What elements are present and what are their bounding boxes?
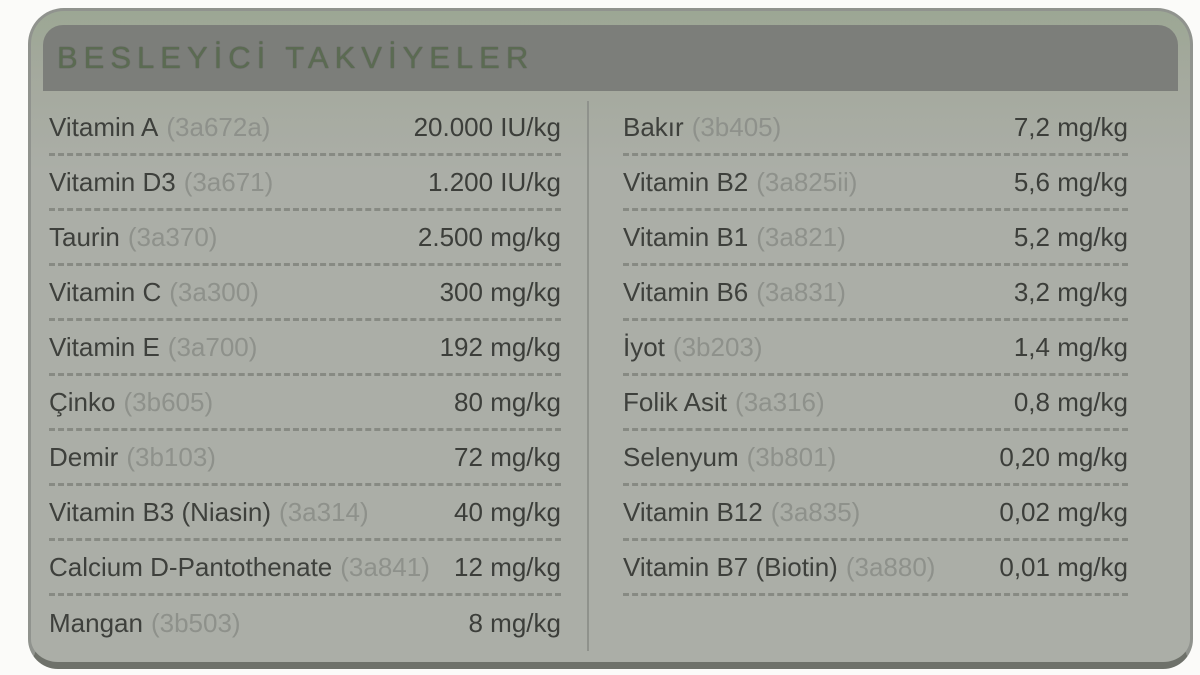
supplement-row (623, 156, 1128, 211)
supplement-name: Vitamin D3 (49, 166, 176, 197)
supplement-label (49, 167, 273, 198)
supplement-value: 5,2 mg/kg (1013, 221, 1128, 252)
supplement-name: Taurin (49, 221, 120, 252)
supplement-name: Selenyum (623, 441, 739, 472)
supplement-row (49, 321, 561, 376)
supplement-label (49, 497, 369, 528)
supplement-label (623, 112, 781, 143)
supplement-name: Vitamin C (49, 276, 162, 307)
supplement-label (49, 222, 217, 253)
supplement-value: 2.500 mg/kg (417, 221, 561, 252)
additive-code: (3a316) (735, 386, 825, 417)
supplement-row (623, 431, 1128, 486)
panel-title: BESLEYİCİ TAKVİYELER (57, 40, 535, 75)
supplement-row (49, 431, 561, 486)
supplement-label (623, 387, 825, 418)
supplement-name: Vitamin B7 (Biotin) (623, 551, 838, 582)
additive-code: (3b103) (126, 441, 216, 472)
supplement-value: 20.000 IU/kg (413, 111, 561, 142)
supplement-name: Vitamin B2 (623, 166, 749, 197)
supplement-label (623, 222, 846, 253)
supplement-name: Vitamin E (49, 331, 160, 362)
additive-code: (3a370) (127, 221, 218, 252)
supplement-row (49, 541, 561, 596)
supplement-label (623, 277, 846, 308)
supplement-name: İyot (623, 331, 665, 362)
supplement-value: 5,6 mg/kg (1013, 166, 1128, 197)
supplement-name: Vitamin A (49, 111, 159, 142)
supplement-label (49, 332, 257, 363)
supplement-value: 0,01 mg/kg (999, 551, 1128, 582)
supplement-value: 0,20 mg/kg (999, 441, 1128, 472)
supplement-value: 40 mg/kg (454, 496, 561, 527)
supplement-row (49, 486, 561, 541)
supplement-label (623, 552, 935, 583)
supplement-label (49, 387, 213, 418)
supplement-name: Vitamin B12 (623, 496, 763, 527)
additive-code: (3a300) (169, 276, 259, 307)
supplement-label (623, 442, 836, 473)
additive-code: (3a700) (167, 331, 258, 362)
supplement-value: 192 mg/kg (439, 331, 561, 362)
supplement-row (623, 541, 1128, 596)
supplement-name: Calcium D-Pantothenate (49, 551, 333, 582)
supplement-name: Folik Asit (623, 386, 728, 417)
supplement-row (623, 266, 1128, 321)
supplement-name: Vitamin B1 (623, 221, 749, 252)
supplement-row (623, 211, 1128, 266)
supplement-name: Mangan (49, 608, 143, 638)
supplement-label (49, 608, 241, 639)
right-column (589, 101, 1176, 651)
supplement-label (623, 167, 857, 198)
supplement-label (49, 277, 259, 308)
supplement-label (623, 332, 763, 363)
additive-code: (3b605) (123, 386, 214, 417)
additive-code: (3b203) (672, 331, 763, 362)
supplement-value: 1.200 IU/kg (428, 166, 561, 197)
supplement-label (49, 552, 430, 583)
supplement-name: Vitamin B6 (623, 276, 749, 307)
supplements-table (31, 91, 1190, 651)
supplement-name: Vitamin B3 (Niasin) (49, 496, 272, 527)
supplement-value: 7,2 mg/kg (1013, 111, 1128, 142)
supplement-row (49, 596, 561, 651)
supplement-row (49, 101, 561, 156)
supplement-label (49, 112, 270, 143)
supplement-row (623, 486, 1128, 541)
additive-code: (3a831) (756, 276, 846, 307)
supplement-row (49, 376, 561, 431)
additive-code: (3b503) (150, 608, 241, 638)
panel-header (43, 25, 1178, 91)
supplement-value: 300 mg/kg (439, 276, 561, 307)
supplement-value: 0,02 mg/kg (999, 496, 1128, 527)
supplement-value: 0,8 mg/kg (1013, 386, 1128, 417)
supplement-value: 80 mg/kg (454, 386, 561, 417)
supplement-value: 8 mg/kg (468, 608, 561, 638)
supplement-row (623, 376, 1128, 431)
supplements-panel (28, 8, 1193, 669)
supplement-value: 3,2 mg/kg (1013, 276, 1128, 307)
supplement-row (49, 211, 561, 266)
additive-code: (3a825ii) (756, 166, 858, 197)
supplement-label (623, 497, 860, 528)
supplement-value: 12 mg/kg (454, 551, 561, 582)
additive-code: (3a880) (845, 551, 936, 582)
supplement-value: 1,4 mg/kg (1013, 331, 1128, 362)
supplement-row (49, 156, 561, 211)
supplement-value: 72 mg/kg (454, 441, 561, 472)
supplement-name: Bakır (623, 111, 684, 142)
supplement-row (623, 321, 1128, 376)
additive-code: (3a671) (183, 166, 274, 197)
additive-code: (3b801) (746, 441, 837, 472)
additive-code: (3a314) (279, 496, 369, 527)
left-column (45, 101, 587, 651)
additive-code: (3a821) (756, 221, 846, 252)
additive-code: (3a672a) (166, 111, 271, 142)
additive-code: (3b405) (691, 111, 782, 142)
supplement-row (49, 266, 561, 321)
additive-code: (3a841) (340, 551, 430, 582)
supplement-name: Demir (49, 441, 119, 472)
supplement-row (623, 101, 1128, 156)
supplement-label (49, 442, 216, 473)
additive-code: (3a835) (770, 496, 861, 527)
supplement-name: Çinko (49, 386, 116, 417)
